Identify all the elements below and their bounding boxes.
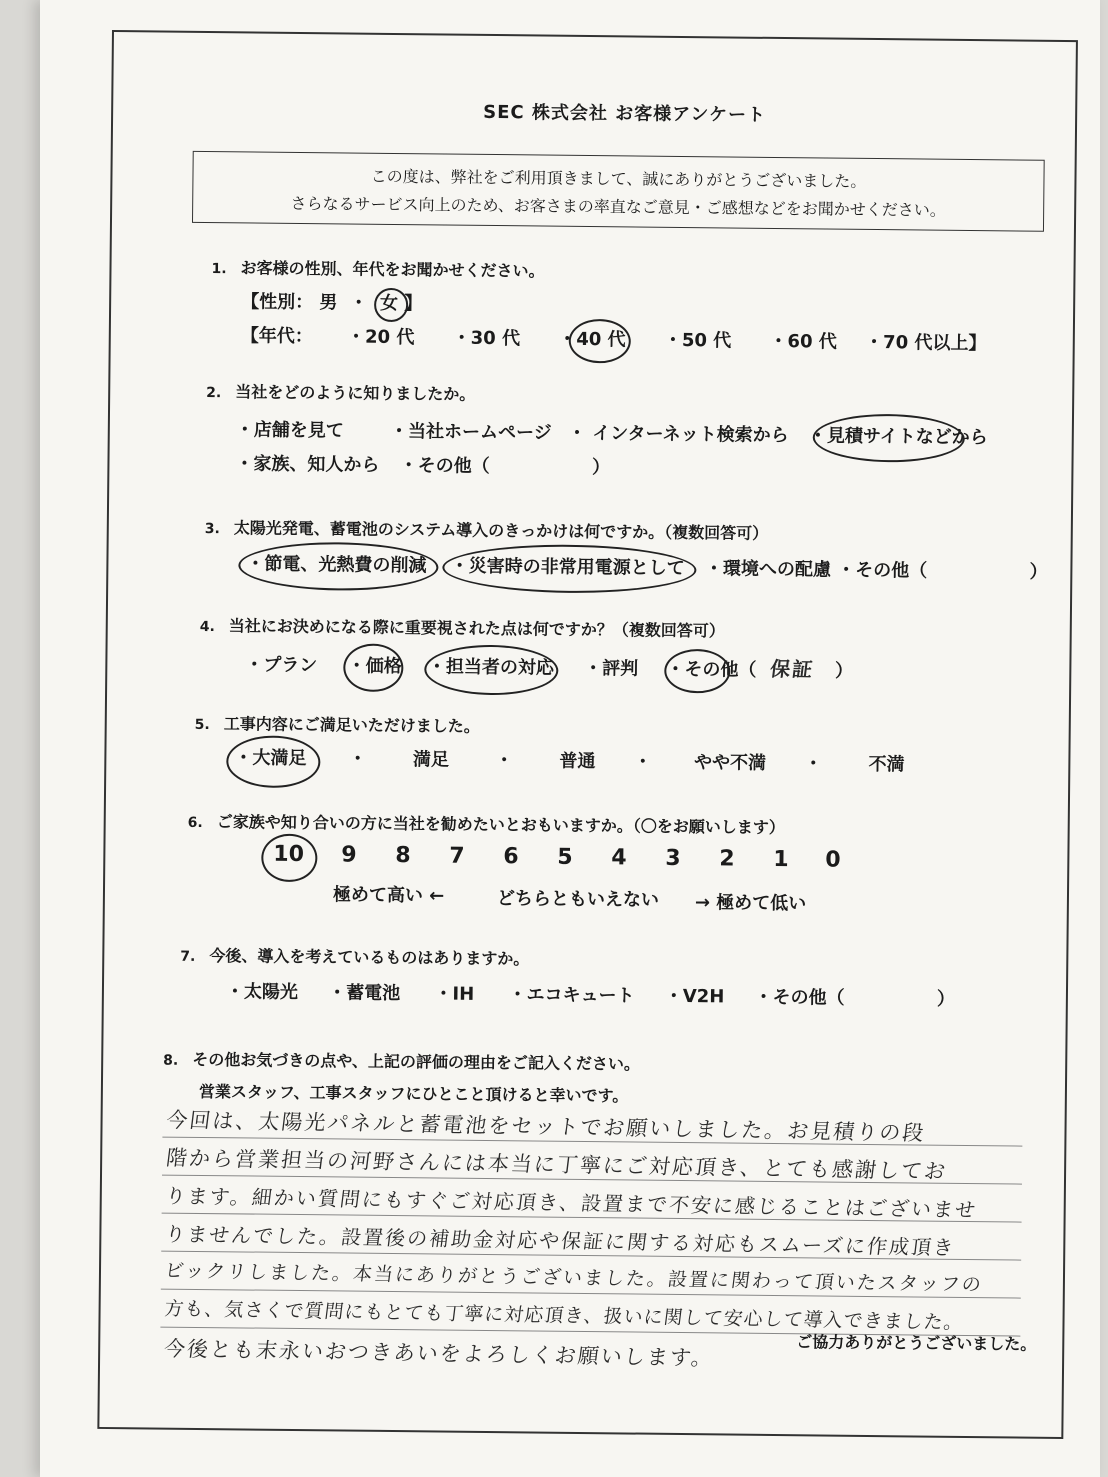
q1-text: お客様の性別、年代をお聞かせください。 bbox=[240, 258, 545, 281]
q1-heading bbox=[211, 255, 544, 281]
q4-other-handwritten: 保証 bbox=[769, 656, 817, 682]
price-selected-circle bbox=[343, 643, 403, 692]
intro-line-2: さらなるサービス向上のため、お客さまの率直なご意見・ご感想などをお聞かせください。 bbox=[290, 193, 946, 220]
survey-sheet bbox=[40, 0, 1100, 1477]
q6-label-low: → 極めて低い bbox=[694, 892, 807, 915]
q3-text: 太陽光発電、蓄電池のシステム導入のきっかけは何ですか。（複数回答可） bbox=[233, 518, 769, 543]
q8-handwritten-line-5: ビックリしました。本当にありがとうございました。設置に関わって頂いたスタッフの bbox=[163, 1259, 985, 1297]
q7-option-ecocute[interactable]: ・エコキュート bbox=[508, 984, 635, 1007]
gender-label: 【性別： bbox=[241, 291, 314, 314]
q3-option-emergency-power[interactable] bbox=[451, 556, 685, 579]
q7-text: 今後、導入を考えているものはありますか。 bbox=[209, 946, 530, 969]
scale-option-3[interactable]: 3 bbox=[665, 845, 681, 871]
q4-option-price[interactable] bbox=[348, 656, 402, 678]
age-option-70plus[interactable]: ・70 代以上】 bbox=[864, 331, 987, 355]
q7-option-other[interactable]: ・その他（ bbox=[754, 986, 845, 1009]
q8-number: 8. bbox=[163, 1052, 179, 1069]
q7-heading bbox=[180, 943, 529, 970]
staff-response-selected-circle bbox=[424, 644, 559, 695]
q6-number: 6. bbox=[187, 814, 203, 831]
q5-options-row bbox=[234, 743, 904, 776]
energy-saving-selected-circle bbox=[238, 541, 438, 591]
intro-line-1: この度は、弊社をご利用頂きまして、誠にありがとうございました。 bbox=[370, 166, 867, 191]
q3-option-energy-saving-label: ・節電、光熱費の削減 bbox=[246, 553, 427, 577]
q5-option-very-satisfied-label: ・大満足 bbox=[234, 747, 307, 770]
survey-title: SEC 株式会社 お客様アンケート bbox=[483, 101, 767, 126]
q2-text: 当社をどのように知りましたか。 bbox=[235, 382, 476, 404]
scale-option-4[interactable]: 4 bbox=[611, 845, 627, 871]
q7-number: 7. bbox=[180, 948, 196, 965]
age-label: 【年代： bbox=[240, 325, 313, 348]
q7-option-v2h[interactable]: ・V2H bbox=[664, 985, 725, 1008]
q3-option-energy-saving[interactable] bbox=[246, 553, 426, 576]
q5-option-normal[interactable]: 普通 bbox=[559, 750, 596, 773]
q2-option-internet-search[interactable]: ・ インターネット検索から bbox=[567, 422, 789, 447]
scale-option-0[interactable]: 0 bbox=[825, 847, 841, 873]
gender-separator: ・ bbox=[349, 292, 368, 314]
q4-option-other[interactable] bbox=[666, 659, 756, 681]
thanks-text: ご協力ありがとうございました。 bbox=[796, 1332, 1037, 1354]
quote-site-selected-circle bbox=[813, 413, 965, 463]
gender-female-label: 女 bbox=[379, 292, 399, 315]
q8-handwritten-line-4: りませんでした。設置後の補助金対応や保証に関する対応もスムーズに作成頂き bbox=[163, 1221, 957, 1260]
q2-heading bbox=[206, 379, 475, 405]
q6-label-high: 極めて高い ← bbox=[332, 884, 445, 907]
q5-number: 5. bbox=[194, 716, 210, 734]
q1-number: 1. bbox=[211, 261, 227, 278]
q5-option-satisfied[interactable]: 満足 bbox=[412, 749, 450, 771]
scale-option-10[interactable] bbox=[273, 842, 304, 867]
q5-text: 工事内容にご満足いただけました。 bbox=[223, 714, 480, 736]
q6-heading bbox=[188, 809, 785, 838]
q5-heading bbox=[195, 711, 480, 737]
q4-option-plan[interactable]: ・プラン bbox=[245, 654, 318, 677]
q8-handwritten-line-6: 方も、気さくで質問にもとても丁寧に対応頂き、扱いに関して安心して導入できました。 bbox=[163, 1297, 965, 1334]
q5-option-very-satisfied[interactable] bbox=[234, 747, 306, 769]
intro-box bbox=[192, 151, 1045, 232]
q3-option-emergency-power-label: ・災害時の非常用電源として bbox=[450, 555, 685, 580]
q7-option-battery[interactable]: ・蓄電池 bbox=[328, 982, 401, 1005]
q3-option-environment[interactable]: ・環境への配慮 bbox=[704, 558, 832, 581]
q4-option-other-label: ・その他（ bbox=[666, 658, 757, 681]
age-option-40-label: ・40 代 bbox=[558, 328, 626, 351]
q1-gender-row bbox=[241, 287, 422, 315]
q5-option-somewhat-dissatisfied[interactable]: やや不満 bbox=[693, 752, 767, 774]
scale-option-1[interactable]: 1 bbox=[773, 846, 789, 873]
scale-option-7[interactable]: 7 bbox=[449, 843, 465, 869]
q3-heading bbox=[205, 515, 769, 544]
q8-heading bbox=[163, 1047, 640, 1075]
q2-options-row1 bbox=[236, 415, 988, 449]
q2-option-other-close: ） bbox=[591, 457, 611, 479]
q4-text: 当社にお決めになる際に重要視された点は何ですか？（複数回答可） bbox=[228, 616, 725, 641]
age-40-selected-circle bbox=[568, 319, 630, 364]
q2-option-quote-site-label: ・見積サイトなどから bbox=[808, 425, 988, 449]
age-option-60[interactable]: ・60 代 bbox=[769, 330, 837, 353]
scale-option-5[interactable]: 5 bbox=[557, 844, 573, 870]
scale-option-10-label: 10 bbox=[273, 841, 305, 868]
gender-close: 】 bbox=[404, 293, 423, 315]
q4-number: 4. bbox=[199, 618, 215, 636]
q8-handwritten-line-3: ります。細かい質問にもすぐご対応頂き、設置まで不安に感じることはございませ bbox=[164, 1183, 979, 1222]
q7-options-row bbox=[226, 977, 955, 1011]
q8-text-line2: 営業スタッフ、工事スタッフにひとこと頂けると幸いです。 bbox=[198, 1081, 629, 1106]
q8-handwritten-line-2: 階から営業担当の河野さんには本当に丁寧にご対応頂き、とても感謝してお bbox=[164, 1145, 949, 1184]
q2-number: 2. bbox=[206, 385, 222, 402]
q2-option-quote-site[interactable] bbox=[809, 425, 988, 448]
q4-heading bbox=[200, 613, 725, 641]
q6-text: ご家族や知り合いの方に当社を勧めたいとおもいますか。（〇をお願いします） bbox=[216, 812, 785, 838]
female-selected-circle bbox=[374, 288, 408, 322]
other-selected-circle bbox=[664, 649, 730, 694]
q2-option-family[interactable]: ・家族、知人から bbox=[235, 453, 380, 476]
q5-option-dissatisfied[interactable]: 不満 bbox=[868, 753, 905, 776]
scale-option-6[interactable]: 6 bbox=[503, 844, 519, 870]
q4-options-row bbox=[245, 647, 853, 682]
q3-number: 3. bbox=[204, 520, 220, 538]
scale-option-8[interactable]: 8 bbox=[395, 843, 411, 869]
q3-options-row bbox=[246, 549, 1047, 583]
age-option-30[interactable]: ・30 代 bbox=[452, 327, 521, 350]
q8-handwritten-line-1: 今回は、太陽光パネルと蓄電池をセットでお願いしました。お見積りの段 bbox=[165, 1108, 927, 1146]
q6-label-mid: どちらともいえない bbox=[496, 888, 660, 911]
q4-option-staff-response-label: ・担当者の対応 bbox=[427, 656, 555, 679]
q2-option-other[interactable]: ・その他（ bbox=[399, 455, 490, 477]
q2-options-row2 bbox=[235, 449, 610, 479]
scale-option-2[interactable]: 2 bbox=[719, 846, 735, 872]
q4-option-staff-response[interactable] bbox=[428, 656, 554, 678]
gender-female-option[interactable] bbox=[380, 293, 398, 314]
q3-option-other-close: ） bbox=[1029, 561, 1048, 583]
gender-male-option[interactable]: 男 bbox=[319, 292, 338, 314]
q4-option-price-label: ・価格 bbox=[347, 655, 402, 678]
survey-frame bbox=[97, 30, 1078, 1439]
q7-option-solar[interactable]: ・太陽光 bbox=[225, 981, 299, 1003]
q8-text-line1: その他お気づきの点や、上記の評価の理由をご記入ください。 bbox=[192, 1049, 641, 1074]
q5-separator-1: ・ bbox=[348, 748, 367, 770]
q5-separator-3: ・ bbox=[633, 751, 652, 773]
q5-separator-4: ・ bbox=[804, 753, 823, 775]
q2-option-store[interactable]: ・店舗を見て bbox=[235, 419, 344, 442]
q2-option-homepage[interactable]: ・当社ホームページ bbox=[389, 420, 552, 444]
very-satisfied-selected-circle bbox=[226, 735, 321, 788]
scale-10-selected-circle bbox=[261, 834, 317, 883]
q4-option-other-close: ） bbox=[834, 660, 854, 682]
age-option-50[interactable]: ・50 代 bbox=[663, 329, 732, 352]
q1-age-row bbox=[241, 321, 987, 355]
age-option-20[interactable]: ・20 代 bbox=[346, 326, 415, 349]
emergency-power-selected-circle bbox=[442, 543, 696, 594]
q7-option-other-close: ） bbox=[936, 988, 955, 1010]
q7-option-ih[interactable]: ・IH bbox=[434, 983, 475, 1005]
age-option-40[interactable] bbox=[558, 329, 626, 351]
q5-separator-2: ・ bbox=[495, 750, 514, 772]
q8-handwritten-line-7: 今後とも末永いおつきあいをよろしくお願いします。 bbox=[162, 1336, 716, 1371]
scale-option-9[interactable]: 9 bbox=[341, 842, 357, 868]
q3-option-other[interactable]: ・その他（ bbox=[837, 559, 928, 582]
q4-option-reputation[interactable]: ・評判 bbox=[584, 657, 639, 680]
